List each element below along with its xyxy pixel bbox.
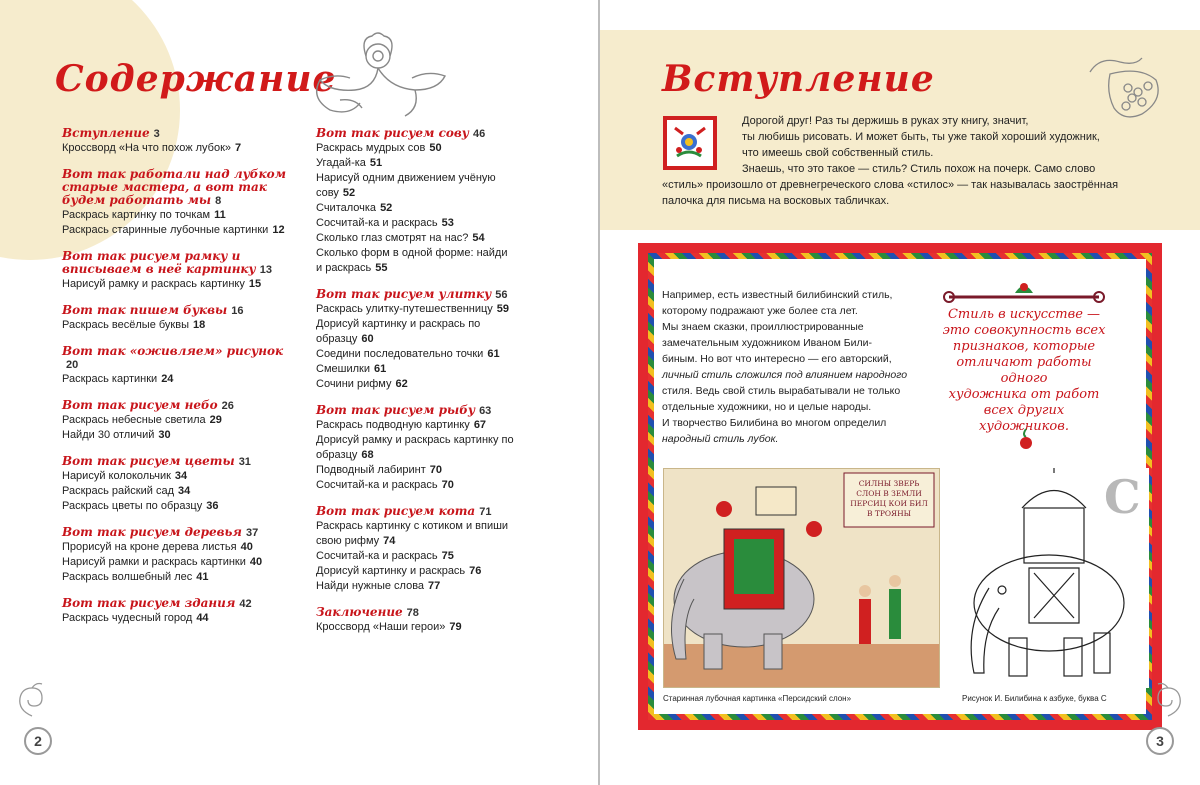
toc-item-text: Подводный лабиринт bbox=[316, 464, 426, 476]
toc-item[interactable] bbox=[62, 469, 287, 484]
toc-item[interactable] bbox=[316, 171, 516, 201]
toc-item-text: Раскрась старинные лубочные картинки bbox=[62, 224, 269, 236]
bilibin-letter: С bbox=[1104, 470, 1141, 524]
toc-item[interactable] bbox=[62, 570, 287, 585]
toc-title-text: Вот так рисуем улитку bbox=[316, 287, 492, 301]
quote-line: художника от работ bbox=[948, 387, 1100, 402]
toc-page-number: 60 bbox=[361, 333, 374, 345]
frame-line: народный стиль лубок. bbox=[662, 433, 779, 445]
quote-line: Стиль в искусстве — bbox=[947, 307, 1101, 322]
toc-item-text: Раскрась чудесный город bbox=[62, 612, 193, 624]
toc-item-text: Раскрась картинки bbox=[62, 373, 158, 385]
toc-section bbox=[316, 127, 516, 276]
toc-page-number: 34 bbox=[178, 485, 191, 497]
toc-item-text: Раскрась весёлые буквы bbox=[62, 319, 189, 331]
toc-item[interactable] bbox=[316, 620, 516, 635]
toc-item-text: Раскрась мудрых сов bbox=[316, 142, 426, 154]
toc-page-number: 74 bbox=[383, 535, 396, 547]
toc-page-number: 36 bbox=[206, 500, 219, 512]
toc-item[interactable] bbox=[316, 418, 516, 433]
toc-page-number: 55 bbox=[375, 262, 388, 274]
toc-title-text: Вот так рисуем цветы bbox=[62, 454, 235, 468]
toc-title-text: Вот так пишем буквы bbox=[62, 303, 228, 317]
toc-title-text: Заключение bbox=[316, 605, 403, 619]
toc-page-number: 18 bbox=[193, 319, 206, 331]
berry-ornament-icon bbox=[1016, 427, 1036, 451]
toc-title-text: Вот так рисуем рамку и вписываем в неё картинку bbox=[62, 249, 256, 276]
lubok-caption: Старинная лубочная картинка «Персидский слон» bbox=[663, 694, 852, 703]
toc-page-number: 31 bbox=[238, 456, 251, 468]
toc-page-number: 71 bbox=[479, 506, 492, 518]
page-number-right: 3 bbox=[1146, 727, 1174, 755]
toc-section-title[interactable] bbox=[62, 526, 287, 540]
toc-page-number: 76 bbox=[469, 565, 482, 577]
toc-item-text: Раскрась цветы по образцу bbox=[62, 500, 203, 512]
toc-item-text: Раскрась райский сад bbox=[62, 485, 174, 497]
toc-page-number: 12 bbox=[272, 224, 285, 236]
quote-line: признаков, которые bbox=[952, 339, 1096, 354]
toc-page-number: 41 bbox=[196, 571, 209, 583]
toc-section bbox=[62, 127, 287, 156]
intro-line: ты любишь рисовать. И может быть, ты уже такой хороший художник, bbox=[742, 131, 1100, 143]
right-page bbox=[600, 0, 1200, 785]
toc-section-title[interactable] bbox=[62, 597, 287, 611]
decorative-frame bbox=[638, 243, 1162, 730]
quote-line: всех других bbox=[983, 403, 1065, 418]
inscription-line: СИЛНЫ ЗВЕРЬ bbox=[858, 479, 920, 488]
toc-item[interactable] bbox=[316, 433, 516, 463]
toc-section-title[interactable] bbox=[316, 404, 516, 418]
toc-section bbox=[62, 455, 287, 514]
scroll-top-ornament-icon bbox=[939, 279, 1109, 305]
toc-item-text: Нарисуй колокольчик bbox=[62, 470, 171, 482]
toc-item[interactable] bbox=[62, 208, 287, 223]
toc-item-text: Дорисуй картинку и раскрась bbox=[316, 565, 466, 577]
toc-title-text: Вот так рисуем сову bbox=[316, 126, 469, 140]
toc-page-number: 24 bbox=[161, 373, 174, 385]
toc-page-number: 8 bbox=[215, 195, 222, 207]
toc-item[interactable] bbox=[62, 428, 287, 443]
toc-section bbox=[62, 399, 287, 443]
toc-section bbox=[316, 505, 516, 594]
toc-item[interactable] bbox=[62, 277, 287, 292]
toc-page-number: 50 bbox=[429, 142, 442, 154]
toc-column-1 bbox=[62, 127, 287, 638]
toc-page-number: 42 bbox=[239, 598, 252, 610]
toc-page-number: 79 bbox=[449, 621, 462, 633]
frame-line: Например, есть известный билибинский стиль, bbox=[662, 289, 893, 301]
toc-item-text: Раскрась улитку-путешественницу bbox=[316, 303, 493, 315]
toc-section-title[interactable] bbox=[316, 505, 516, 519]
toc-item-text: Прорисуй на кроне дерева листья bbox=[62, 541, 237, 553]
toc-item[interactable] bbox=[316, 246, 516, 276]
toc-item[interactable] bbox=[316, 579, 516, 594]
toc-section bbox=[316, 404, 516, 493]
lubok-elephant-picture bbox=[663, 468, 940, 688]
toc-page-number: 61 bbox=[487, 348, 500, 360]
toc-page-number: 30 bbox=[158, 429, 171, 441]
toc-item[interactable] bbox=[62, 484, 287, 499]
toc-title-text: Вот так работали над лубком старые мастера, а вот так будем работать мы bbox=[62, 167, 286, 207]
intro-line: что имеешь свой собственный стиль. bbox=[742, 147, 934, 159]
intro-heading: Вступление bbox=[662, 58, 935, 100]
toc-item-text: Нарисуй рамку и раскрась картинку bbox=[62, 278, 245, 290]
frame-line: биным. Но вот что интересно — его авторский, bbox=[662, 353, 892, 365]
ornament-flower-icon bbox=[300, 28, 450, 123]
toc-section-title[interactable] bbox=[62, 399, 287, 413]
toc-item-text: Нарисуй одним движением учёную сову bbox=[316, 172, 496, 199]
toc-item[interactable] bbox=[62, 540, 287, 555]
toc-item-text: Дорисуй рамку и раскрась картинку по образцу bbox=[316, 434, 514, 461]
toc-item[interactable] bbox=[316, 463, 516, 478]
toc-item-text: Раскрась картинку по точкам bbox=[62, 209, 211, 221]
toc-item-text: Найди 30 отличий bbox=[62, 429, 155, 441]
toc-page-number: 13 bbox=[259, 264, 272, 276]
toc-title-text: Вот так «оживляем» рисунок bbox=[62, 344, 284, 358]
toc-page-number: 46 bbox=[472, 128, 486, 140]
toc-item-text: Угадай-ка bbox=[316, 157, 366, 169]
toc-page-number: 77 bbox=[428, 580, 441, 592]
toc-page-number: 70 bbox=[429, 464, 443, 476]
toc-section-title[interactable] bbox=[316, 606, 516, 620]
toc-item[interactable] bbox=[316, 564, 516, 579]
toc-page-number: 59 bbox=[496, 303, 510, 315]
toc-item-text: Раскрась волшебный лес bbox=[62, 571, 193, 583]
toc-column-2 bbox=[316, 127, 516, 647]
toc-item[interactable] bbox=[316, 362, 516, 377]
toc-title-text: Вот так рисуем деревья bbox=[62, 525, 242, 539]
toc-item[interactable] bbox=[316, 201, 516, 216]
toc-item-text: Раскрась подводную картинку bbox=[316, 419, 470, 431]
toc-title-text: Вот так рисуем здания bbox=[62, 596, 236, 610]
toc-item-text: Считалочка bbox=[316, 202, 377, 214]
toc-item[interactable] bbox=[62, 611, 287, 626]
intro-line: палочка для письма на восковых табличках. bbox=[662, 195, 890, 207]
frame-line: Мы знаем сказки, проиллюстрированные bbox=[662, 321, 864, 333]
toc-page-number: 44 bbox=[196, 612, 209, 624]
toc-title-text: Вот так рисуем кота bbox=[316, 504, 476, 518]
intro-line: Дорогой друг! Раз ты держишь в руках эту книгу, значит, bbox=[742, 115, 1029, 127]
toc-section bbox=[62, 345, 287, 387]
toc-item[interactable] bbox=[316, 302, 516, 317]
toc-section-title[interactable] bbox=[62, 345, 287, 372]
toc-item[interactable] bbox=[62, 223, 287, 238]
toc-section bbox=[62, 526, 287, 585]
toc-item-text: Сколько форм в одной форме: найди и раскрась bbox=[316, 247, 508, 274]
toc-item[interactable] bbox=[316, 377, 516, 392]
toc-item[interactable] bbox=[316, 317, 516, 347]
toc-section-title[interactable] bbox=[316, 127, 516, 141]
bilibin-elephant-drawing bbox=[954, 468, 1149, 688]
toc-page-number: 40 bbox=[240, 541, 253, 553]
toc-item-text: Раскрась небесные светила bbox=[62, 414, 206, 426]
toc-item[interactable] bbox=[62, 372, 287, 387]
toc-page-number: 37 bbox=[245, 527, 259, 539]
toc-item[interactable] bbox=[316, 216, 516, 231]
intro-line: «стиль» произошло от древнегреческого слова «стилос» — так называлась заострённая bbox=[662, 179, 1119, 191]
toc-item[interactable] bbox=[62, 555, 287, 570]
toc-page-number: 63 bbox=[479, 405, 492, 417]
toc-item[interactable] bbox=[316, 231, 516, 246]
toc-page-number: 34 bbox=[174, 470, 188, 482]
toc-item[interactable] bbox=[316, 156, 516, 171]
toc-item[interactable] bbox=[316, 519, 516, 549]
frame-line: И творчество Билибина во многом определил bbox=[662, 417, 887, 429]
toc-title-text: Вот так рисуем рыбу bbox=[316, 403, 476, 417]
toc-page-number: 54 bbox=[472, 232, 485, 244]
toc-section-title[interactable] bbox=[62, 168, 287, 208]
toc-page-number: 7 bbox=[235, 142, 242, 154]
toc-page-number: 40 bbox=[249, 556, 263, 568]
lubok-inscription bbox=[848, 479, 930, 519]
toc-page-number: 68 bbox=[361, 449, 374, 461]
toc-section-title[interactable] bbox=[62, 127, 287, 141]
toc-section-title[interactable] bbox=[62, 304, 287, 318]
toc-page-number: 67 bbox=[473, 419, 487, 431]
toc-page-number: 51 bbox=[369, 157, 383, 169]
style-definition-quote bbox=[939, 307, 1109, 435]
toc-section bbox=[62, 597, 287, 626]
toc-page-number: 52 bbox=[342, 187, 356, 199]
bilibin-caption: Рисунок И. Билибина к азбуке, буква С bbox=[962, 694, 1107, 703]
frame-line: стиля. Ведь свой стиль вырабатывали не только bbox=[662, 385, 901, 397]
toc-item-text: Сосчитай-ка и раскрась bbox=[316, 479, 438, 491]
intro-paragraph bbox=[662, 113, 1192, 209]
toc-page-number: 70 bbox=[441, 479, 454, 491]
toc-item-text: Сосчитай-ка и раскрась bbox=[316, 217, 438, 229]
frame-line: личный стиль сложился под влиянием народного bbox=[662, 369, 908, 381]
toc-page-number: 61 bbox=[373, 363, 387, 375]
toc-item[interactable] bbox=[316, 141, 516, 156]
toc-page-number: 75 bbox=[441, 550, 454, 562]
toc-item-text: Сосчитай-ка и раскрась bbox=[316, 550, 438, 562]
toc-item[interactable] bbox=[316, 478, 516, 493]
toc-section bbox=[316, 288, 516, 392]
intro-line: Знаешь, что это такое — стиль? Стиль похож на почерк. Само слово bbox=[742, 163, 1096, 175]
quote-line: отличают работы одного bbox=[956, 355, 1092, 386]
frame-paragraph bbox=[662, 287, 932, 447]
toc-item-text: Смешилки bbox=[316, 363, 370, 375]
quote-line: это совокупность всех bbox=[942, 323, 1106, 338]
toc-item-text: Нарисуй рамки и раскрась картинки bbox=[62, 556, 246, 568]
contents-heading: Содержание bbox=[55, 58, 337, 100]
toc-item[interactable] bbox=[62, 499, 287, 514]
toc-item[interactable] bbox=[316, 347, 516, 362]
toc-page-number: 3 bbox=[153, 128, 160, 140]
toc-section-title[interactable] bbox=[316, 288, 516, 302]
toc-item[interactable] bbox=[62, 318, 287, 333]
toc-item-text: Кроссворд «Наши герои» bbox=[316, 621, 446, 633]
toc-page-number: 11 bbox=[214, 209, 226, 221]
toc-section-title[interactable] bbox=[62, 250, 287, 277]
inscription-line: В ТРОЯНЫ bbox=[866, 509, 912, 518]
toc-page-number: 78 bbox=[406, 607, 419, 619]
toc-section bbox=[62, 304, 287, 333]
toc-page-number: 26 bbox=[221, 400, 234, 412]
toc-title-text: Вот так рисуем небо bbox=[62, 398, 218, 412]
toc-page-number: 53 bbox=[441, 217, 454, 229]
frame-line: замечательным художником Иваном Били- bbox=[662, 337, 872, 349]
toc-section bbox=[62, 168, 287, 238]
toc-item[interactable] bbox=[62, 141, 287, 156]
frame-content bbox=[654, 259, 1146, 714]
inscription-line: ПЕРСИЦ КОИ БИЛ bbox=[850, 499, 928, 508]
toc-page-number: 52 bbox=[380, 202, 393, 214]
toc-item-text: Сочини рифму bbox=[316, 378, 392, 390]
toc-item-text: Соедини последовательно точки bbox=[316, 348, 484, 360]
ornament-swirl-icon bbox=[14, 680, 50, 720]
toc-page-number: 15 bbox=[248, 278, 262, 290]
ornament-swirl-icon bbox=[1150, 680, 1186, 720]
toc-item[interactable] bbox=[62, 413, 287, 428]
page-number-left: 2 bbox=[24, 727, 52, 755]
toc-section bbox=[316, 606, 516, 635]
toc-item-text: Кроссворд «На что похож лубок» bbox=[62, 142, 232, 154]
toc-section bbox=[62, 250, 287, 292]
toc-page-number: 62 bbox=[395, 378, 408, 390]
toc-title-text: Вступление bbox=[62, 126, 150, 140]
toc-section-title[interactable] bbox=[62, 455, 287, 469]
frame-line: отдельные художники, но и целые народы. bbox=[662, 401, 872, 413]
toc-item-text: Найди нужные слова bbox=[316, 580, 425, 592]
toc-item-text: Сколько глаз смотрят на нас? bbox=[316, 232, 469, 244]
toc-page-number: 20 bbox=[66, 359, 79, 371]
toc-item[interactable] bbox=[316, 549, 516, 564]
toc-page-number: 29 bbox=[209, 414, 222, 426]
frame-line: которому подражают уже более ста лет. bbox=[662, 305, 858, 317]
toc-page-number: 56 bbox=[495, 289, 508, 301]
toc-item-text: Раскрась картинку с котиком и впиши свою рифму bbox=[316, 520, 509, 547]
toc-item-text: Дорисуй картинку и раскрась по образцу bbox=[316, 318, 481, 345]
inscription-line: СЛОН В ЗЕМЛИ bbox=[856, 489, 922, 498]
quote-line: художников. bbox=[979, 419, 1069, 434]
toc-page-number: 16 bbox=[231, 305, 244, 317]
